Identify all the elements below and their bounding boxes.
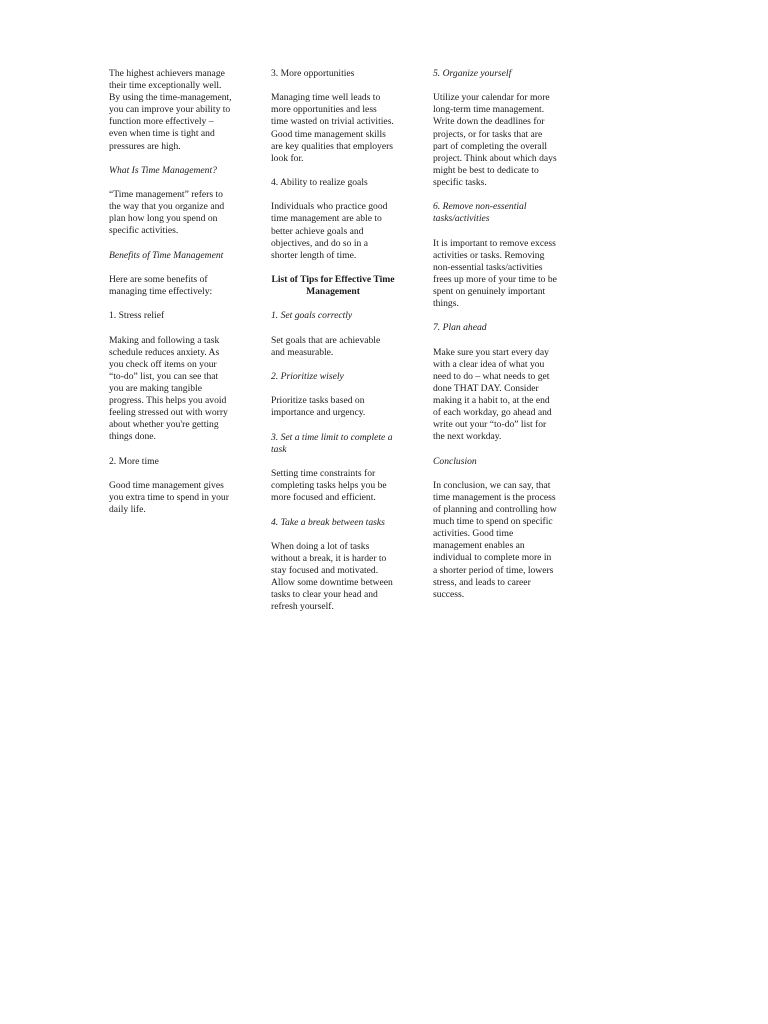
paragraph: Making and following a task schedule reduces anxiety. As you check off items on your “to-do” list, you can see that you are making tangible progress. This helps you avoid feeling stressed out with worry about whether you're getting things done. (109, 334, 228, 443)
section-heading: 2. Prioritize wisely (271, 371, 344, 382)
paragraph: Managing time well leads to more opportunities and less time wasted on trivial activities. Good time management skills are key qualities that employers look for. (271, 92, 394, 164)
paragraph: 3. More opportunities (271, 68, 355, 79)
section-heading: 7. Plan ahead (433, 322, 487, 334)
section-heading: 4. Take a break between tasks (271, 516, 385, 528)
list-title: List of Tips for Effective Time Management (271, 273, 395, 298)
paragraph: Individuals who practice good time management are able to better achieve goals and objectives, and do so in a shorter length of time. (271, 201, 388, 261)
section-heading: 1. Set goals correctly (271, 310, 353, 322)
paragraph: 2. More time (109, 455, 159, 467)
paragraph: Utilize your calendar for more long-term time management. Write down the deadlines for projects, or for tasks that are part of completing the overall project. Think about which days might be best to dedicate to specific tasks. (433, 92, 557, 188)
text-column-1 (109, 68, 233, 528)
section-heading: 6. Remove non-essential tasks/activities (433, 201, 527, 225)
paragraph: It is important to remove excess activities or tasks. Removing non-essential tasks/activities frees up more of your time to be spent on genuinely important things. (433, 237, 557, 310)
text-column-3 (433, 68, 557, 613)
paragraph: 4. Ability to realize goals (271, 177, 368, 189)
section-heading: 3. Set a time limit to complete a task (271, 431, 393, 455)
paragraph: 1. Stress relief (109, 310, 165, 322)
paragraph: In conclusion, we can say, that time management is the process of planning and controlling how much time to spend on specific activities. Good time management enables an individual to complete more in a shorter period of time, lowers stress, and leads to career success. (433, 479, 557, 600)
paragraph: Set goals that are achievable and measurable. (271, 334, 381, 358)
paragraph: “Time management” refers to the way that you organize and plan how long you spend on specific activities. (109, 189, 225, 237)
section-heading: What Is Time Management? (109, 164, 217, 176)
section-heading: Conclusion (433, 455, 477, 467)
section-heading: Benefits of Time Management (109, 249, 224, 261)
paragraph: Prioritize tasks based on importance and urgency. (271, 395, 366, 419)
text-column-2 (271, 68, 395, 626)
paragraph: Good time management gives you extra time to spend in your daily life. (109, 479, 229, 516)
section-heading: 5. Organize yourself (433, 68, 512, 79)
paragraph: The highest achievers manage their time exceptionally well. By using the time-management, you can improve your ability to function more effectively – even when time is tight and pressures are high. (109, 68, 232, 152)
paragraph: Make sure you start every day with a clear idea of what you need to do – what needs to get done THAT DAY. Consider making it a habit to, at the end of each workday, go ahead and write out your “to-do” list for the next workday. (433, 346, 552, 443)
paragraph: When doing a lot of tasks without a break, it is harder to stay focused and motivated. Allow some downtime between tasks to clear your head and refresh yourself. (271, 540, 393, 613)
paragraph: Setting time constraints for completing tasks helps you be more focused and efficient. (271, 468, 387, 504)
paragraph: Here are some benefits of managing time effectively: (109, 273, 213, 298)
